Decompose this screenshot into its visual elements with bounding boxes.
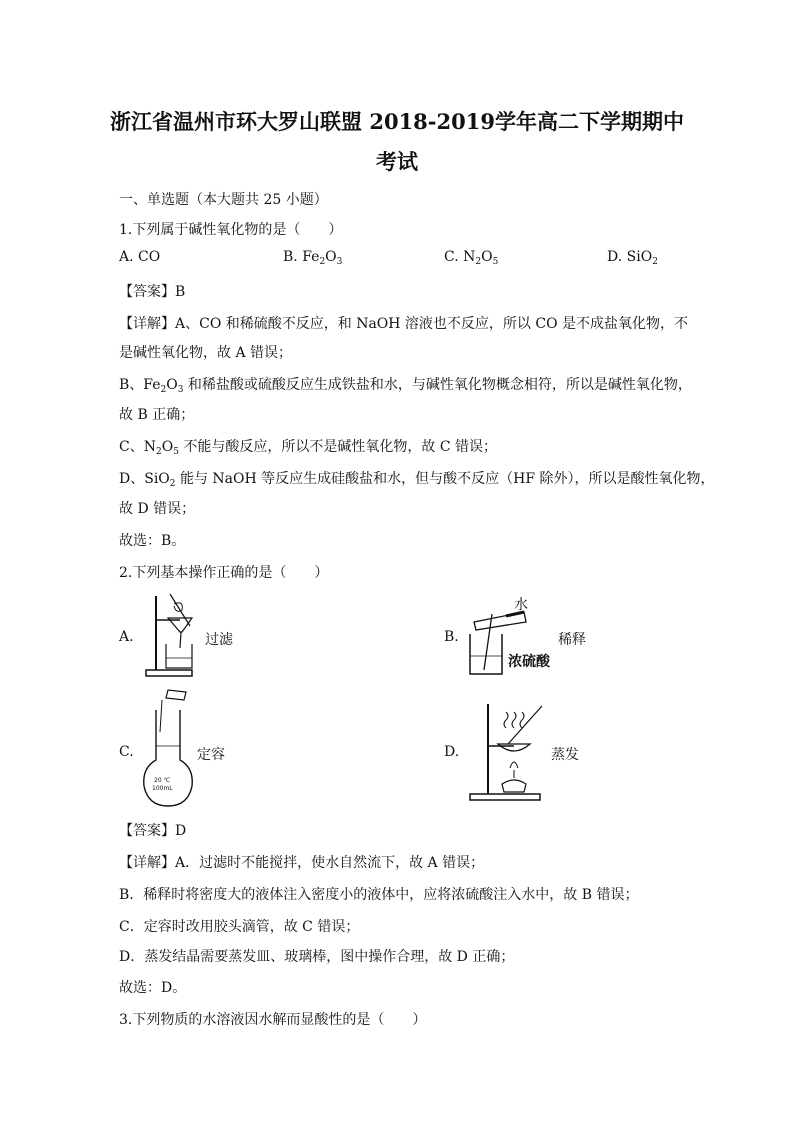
q1-detail-line: C、$N_2O_5$ 不能与酸反应，所以不是碱性氧化物，故 C 错误； (119, 439, 497, 457)
q2-detail-line: B．稀释时将密度大的液体注入密度小的液体中，应将浓硫酸注入水中，故 B 错误； (119, 887, 639, 903)
q2-detail-line: D．蒸发结晶需要蒸发皿、玻璃棒，图中操作合理，故 D 正确； (119, 949, 515, 965)
section-heading: 一、单选题（本大题共 25 小题） (119, 192, 328, 208)
q1-conclusion: 故选：B。 (119, 533, 186, 549)
q1-option-a: A. CO (119, 249, 161, 265)
q3-stem: 3.下列物质的水溶液因水解而显酸性的是（ ） (119, 1012, 427, 1028)
q1-detail-line: 是碱性氧化物，故 A 错误； (119, 345, 293, 361)
q1-detail-line: B、$Fe_2O_3$ 和稀盐酸或硫酸反应生成铁盐和水，与碱性氧化物概念相符，所以是碱性氧化物， (119, 377, 692, 395)
q2-option-d-caption: 蒸发 (551, 747, 579, 763)
q2-option-c-letter: C. (119, 744, 134, 760)
q1-answer: 【答案】B (119, 284, 186, 300)
dilution-apparatus-figure (462, 594, 572, 680)
q1-stem: 1.下列属于碱性氧化物的是（ ） (119, 222, 343, 238)
filtration-apparatus-figure (140, 592, 206, 678)
document-title-line1: 浙江省温州市环大罗山联盟 2018-2019学年高二下学期期中 (110, 109, 684, 134)
q2-option-c-caption: 定容 (197, 747, 225, 763)
q2-detail-line: C．定容时改用胶头滴管，故 C 错误； (119, 919, 360, 935)
volumetric-flask-figure (138, 686, 204, 810)
q2-option-d-letter: D. (444, 744, 460, 760)
q2-option-a-letter: A. (119, 629, 134, 645)
label-water: 水 (514, 597, 528, 613)
q1-detail-line: 故 B 正确； (119, 407, 195, 423)
flask-label-volume: 100mL (152, 785, 173, 792)
q2-option-b-letter: B. (444, 629, 459, 645)
q1-option-c: C. $N_2O_5$ (444, 249, 499, 267)
q2-detail-line: 【详解】A．过滤时不能搅拌，使水自然流下，故 A 错误； (119, 855, 485, 871)
document-title-line2: 考试 (376, 149, 418, 174)
flask-label-temperature: 20 ℃ (154, 777, 171, 784)
q1-detail-line: 【详解】A、CO 和稀硫酸不反应，和 NaOH 溶液也不反应，所以 CO 是不成盐氧化物，不 (119, 316, 689, 332)
q1-detail-line: 故 D 错误； (119, 501, 196, 517)
evaporation-apparatus-figure (468, 700, 550, 804)
q1-detail-line: D、SiO$_2$ 能与 NaOH 等反应生成硅酸盐和水，但与酸不反应（HF 除外），所以是酸性氧化物， (119, 471, 715, 489)
q2-option-b-caption: 稀释 (558, 632, 586, 648)
q2-answer: 【答案】D (119, 823, 187, 839)
q1-option-b: B. $Fe_2O_3$ (283, 249, 343, 267)
label-concentrated-sulfuric-acid: 浓硫酸 (508, 654, 550, 670)
q2-option-a-caption: 过滤 (205, 632, 233, 648)
q2-conclusion: 故选：D。 (119, 980, 187, 996)
q1-option-d: D. SiO$_2$ (607, 249, 658, 267)
q2-stem: 2.下列基本操作正确的是（ ） (119, 565, 329, 581)
